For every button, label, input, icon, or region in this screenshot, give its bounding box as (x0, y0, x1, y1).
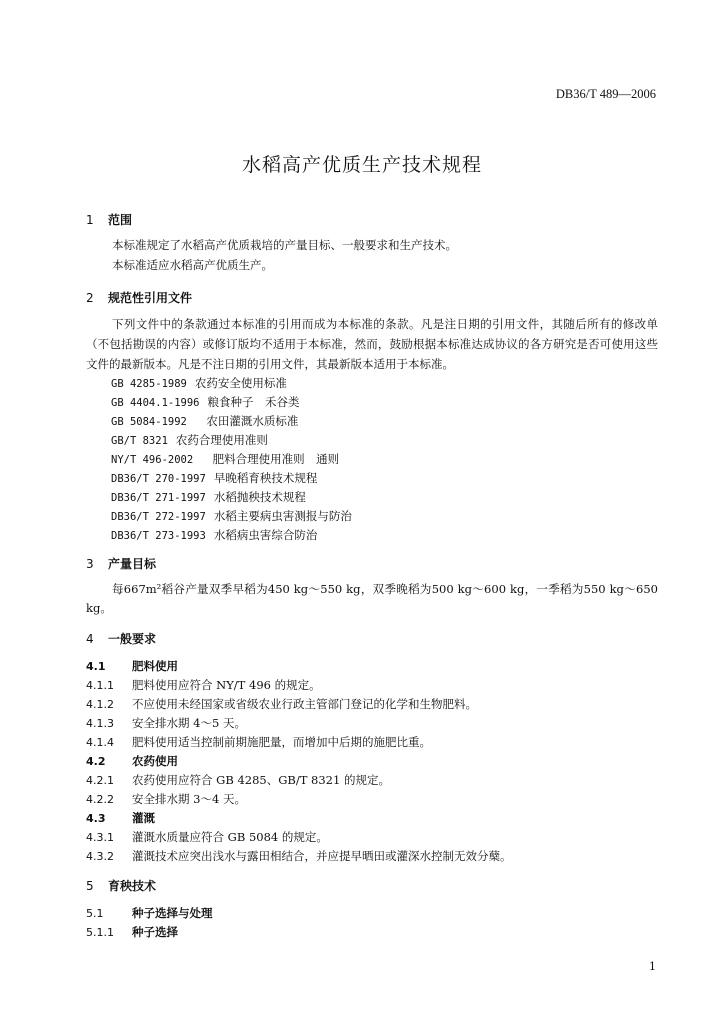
clause-4-1 (86, 658, 178, 674)
reference-title: 水稻抛秧技术规程 (213, 490, 306, 504)
reference-title: 水稻主要病虫害测报与防治 (213, 509, 352, 523)
reference-code: GB 4285-1989 (111, 378, 187, 390)
references-intro: 下列文件中的条款通过本标准的引用而成为本标准的条款。凡是注日期的引用文件，其随后所有的修改单（不包括勘误的内容）或修订版均不适用于本标准，然而，鼓励根据本标准达成协议的各方研究是否可使用这些文件的最新版本。凡是不注日期的引用文件，其最新版本适用于本标准。 (86, 317, 658, 371)
reference-item (111, 375, 287, 391)
reference-code: GB 5084-1992 (111, 416, 187, 428)
reference-item (111, 470, 317, 486)
section-title: 规范性引用文件 (108, 291, 193, 305)
clause-number: 4.1 (86, 660, 106, 673)
clause-4-3 (86, 810, 155, 826)
clause-4-2-1 (86, 772, 390, 788)
clause-text: 农药使用应符合 GB 4285、GB/T 8321 的规定。 (132, 773, 390, 787)
clause-number: 4.2 (86, 755, 106, 768)
clause-text: 灌溉 (132, 811, 155, 825)
reference-item (111, 432, 268, 448)
section-number: 5 (86, 879, 94, 893)
clause-text: 灌溉技术应突出浅水与露田相结合，并应提早晒田或灌深水控制无效分蘖。 (132, 849, 512, 863)
section-title: 产量目标 (108, 557, 157, 571)
yield-target-text: 每667m²稻谷产量双季早稻为450 kg～550 kg，双季晚稻为500 kg～600 kg，一季稻为550 kg～650 kg。 (86, 582, 658, 615)
reference-item (111, 394, 300, 410)
clause-text: 肥料使用适当控制前期施肥量，而增加中后期的施肥比重。 (132, 735, 431, 749)
clause-text: 灌溉水质量应符合 GB 5084 的规定。 (132, 830, 328, 844)
document-title: 水稻高产优质生产技术规程 (241, 154, 482, 176)
section-1-heading (86, 211, 132, 228)
clause-number: 4.1.3 (86, 717, 114, 730)
reference-title: 肥料合理使用准则 通则 (201, 452, 340, 466)
reference-title: 粮食种子 禾谷类 (207, 395, 300, 409)
section-4-heading (86, 630, 156, 647)
clause-4-2 (86, 753, 178, 769)
reference-item (111, 508, 352, 524)
clause-text: 安全排水期 4～5 天。 (132, 716, 246, 730)
section-3-heading (86, 555, 156, 572)
section-5-heading (86, 877, 156, 894)
reference-item (111, 413, 298, 429)
reference-title: 水稻病虫害综合防治 (213, 528, 318, 542)
scope-paragraph-1: 本标准规定了水稻高产优质栽培的产量目标、一般要求和生产技术。 (112, 238, 457, 252)
section-title: 范围 (108, 213, 133, 227)
reference-item (111, 451, 339, 467)
reference-title: 早晚稻育秧技术规程 (213, 471, 318, 485)
clause-5-1-1 (86, 924, 178, 940)
clause-4-3-2 (86, 848, 512, 864)
reference-item (111, 527, 317, 543)
reference-title: 农田灌溉水质标准 (194, 414, 299, 428)
section-number: 4 (86, 632, 94, 646)
section-number: 1 (86, 213, 94, 227)
reference-code: NY/T 496-2002 (111, 454, 194, 466)
clause-number: 4.1.4 (86, 736, 114, 749)
clause-number: 4.3 (86, 812, 106, 825)
section-number: 3 (86, 557, 94, 571)
scope-paragraph-2: 本标准适应水稻高产优质生产。 (112, 258, 273, 272)
clause-text: 农药使用 (132, 754, 178, 768)
section-2-heading (86, 289, 192, 306)
clause-text: 肥料使用应符合 NY/T 496 的规定。 (132, 678, 321, 692)
section-number: 2 (86, 291, 94, 305)
reference-item (111, 489, 306, 505)
clause-number: 4.3.2 (86, 850, 114, 863)
clause-text: 肥料使用 (132, 659, 178, 673)
clause-number: 5.1.1 (86, 926, 114, 939)
section-title: 育秧技术 (108, 879, 157, 893)
clause-number: 4.1.2 (86, 698, 114, 711)
clause-4-1-4 (86, 734, 431, 750)
clause-4-2-2 (86, 791, 246, 807)
reference-code: GB 4404.1-1996 (111, 397, 200, 409)
clause-number: 4.2.2 (86, 793, 114, 806)
clause-number: 4.2.1 (86, 774, 114, 787)
clause-text: 种子选择与处理 (132, 906, 213, 920)
reference-code: GB/T 8321 (111, 435, 168, 447)
clause-number: 4.1.1 (86, 679, 114, 692)
clause-text: 不应使用未经国家或省级农业行政主管部门登记的化学和生物肥料。 (132, 697, 477, 711)
clause-4-1-3 (86, 715, 246, 731)
clause-text: 安全排水期 3～4 天。 (132, 792, 246, 806)
clause-number: 4.3.1 (86, 831, 114, 844)
reference-code: DB36/T 271-1997 (111, 492, 206, 504)
reference-code: DB36/T 270-1997 (111, 473, 206, 485)
standard-code: DB36/T 489—2006 (555, 87, 656, 101)
clause-4-1-2 (86, 696, 477, 712)
clause-text: 种子选择 (132, 925, 178, 939)
clause-5-1 (86, 905, 213, 921)
reference-code: DB36/T 273-1993 (111, 530, 206, 542)
clause-number: 5.1 (86, 907, 104, 920)
page-number: 1 (649, 960, 656, 973)
clause-4-3-1 (86, 829, 328, 845)
reference-code: DB36/T 272-1997 (111, 511, 206, 523)
reference-title: 农药合理使用准则 (175, 433, 268, 447)
reference-title: 农药安全使用标准 (194, 376, 287, 390)
clause-4-1-1 (86, 677, 321, 693)
section-title: 一般要求 (108, 632, 157, 646)
